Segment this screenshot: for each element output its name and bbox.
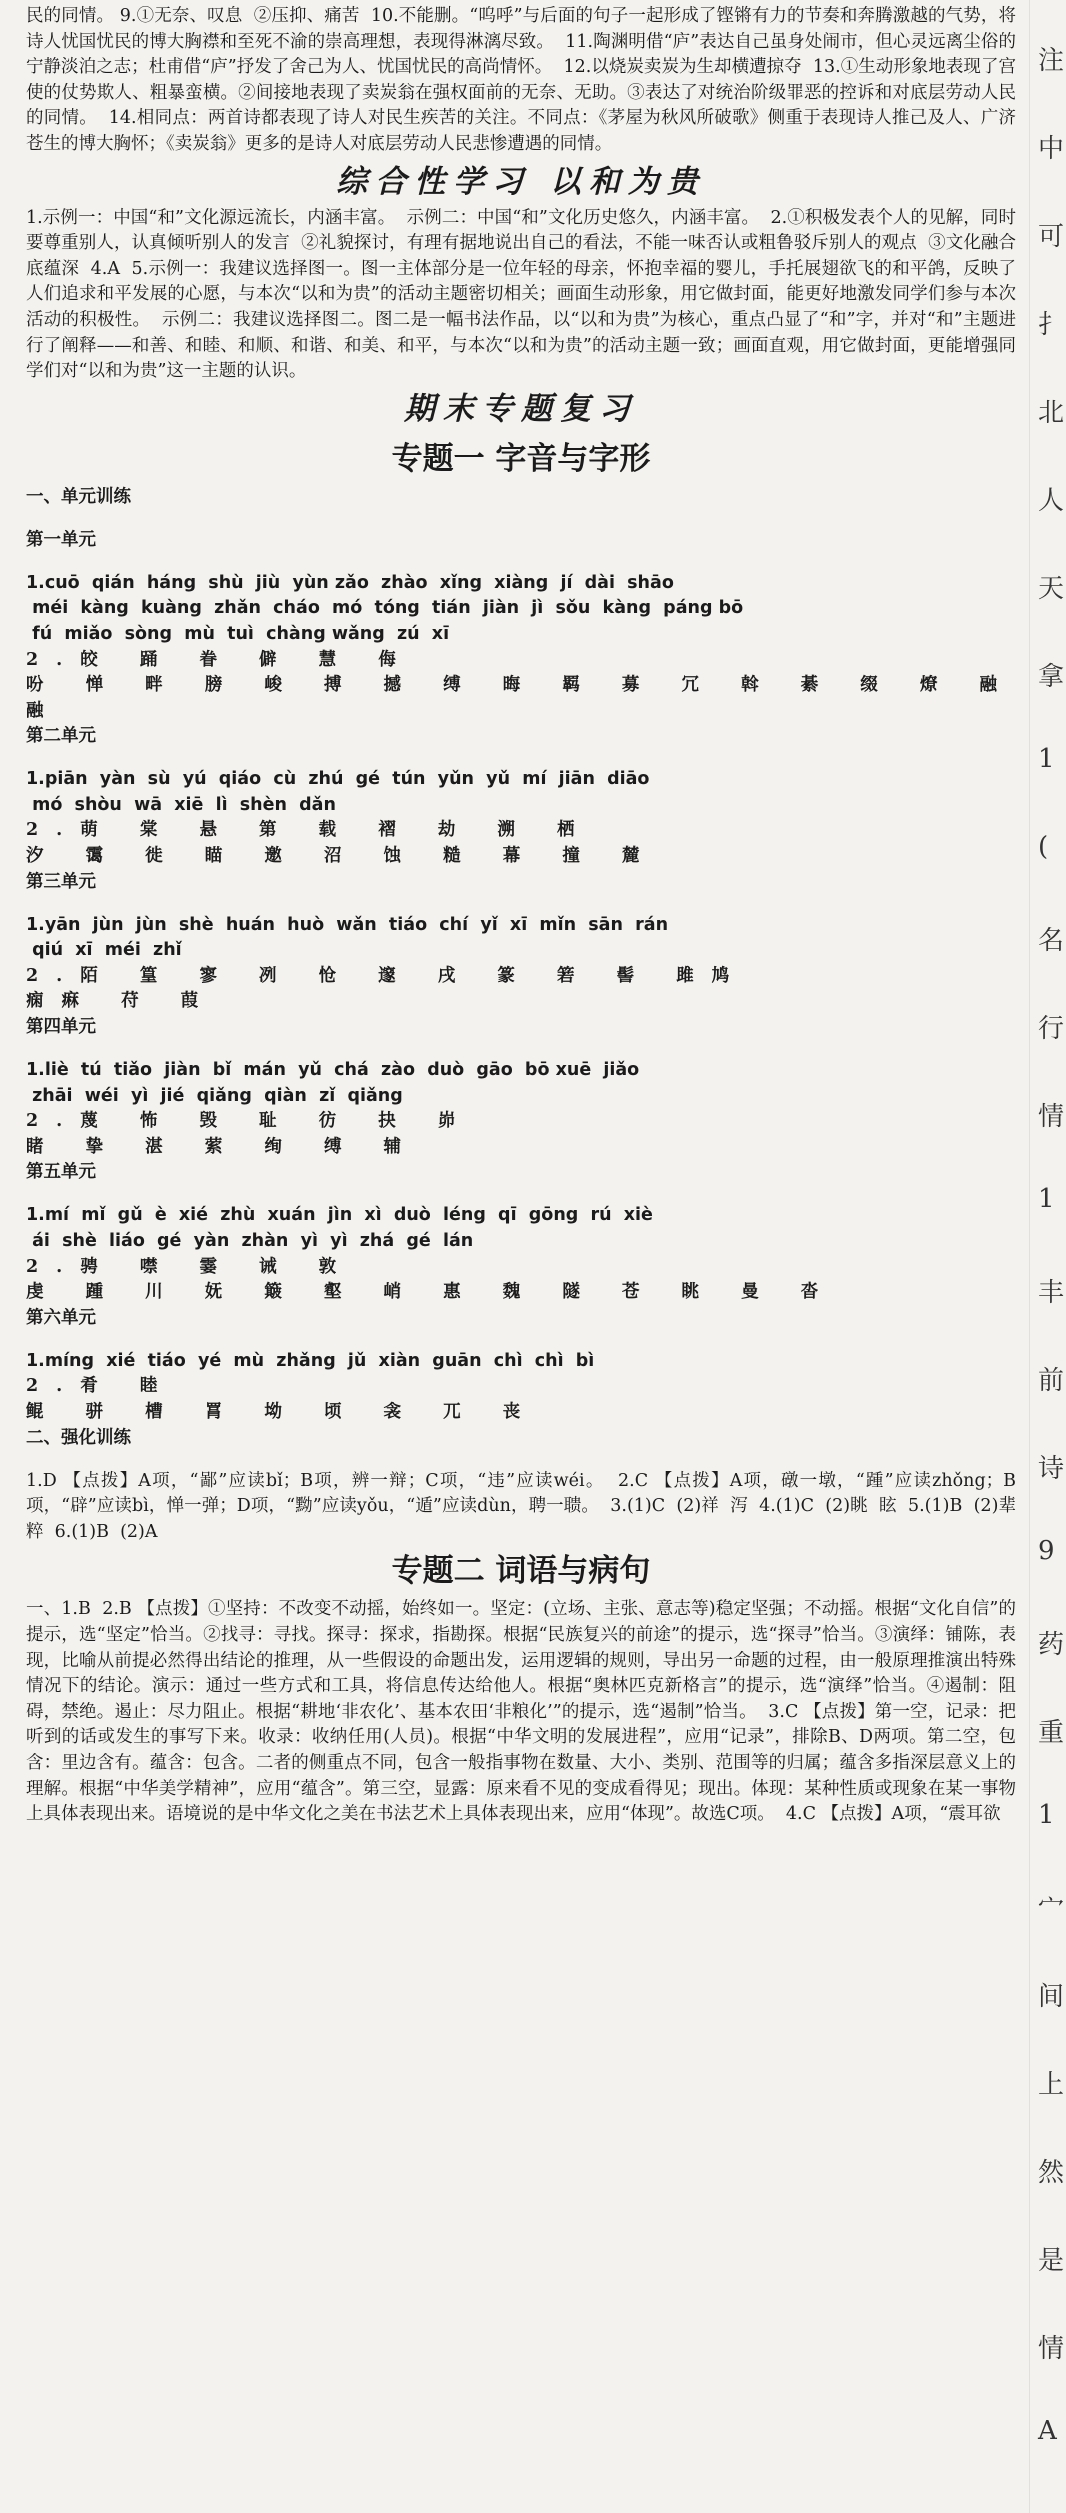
subheading: 第六单元 bbox=[26, 1307, 96, 1328]
edge-glyph: 重 bbox=[1038, 1718, 1065, 1748]
character-answer-line: 2.萌 棠 悬 第 载 褶 劫 溯 栖 汐 霭 徙 瞄 邀 沼 蚀 糙 幕 撞 麓 bbox=[26, 820, 658, 867]
edge-glyph: A bbox=[1038, 2416, 1057, 2446]
edge-glyph: 前 bbox=[1038, 1366, 1065, 1396]
edge-glyph: 1 bbox=[1038, 1184, 1055, 1214]
edge-glyph: 间 bbox=[1038, 1982, 1065, 2012]
edge-glyph: 中 bbox=[1038, 134, 1065, 164]
subheading: 第四单元 bbox=[26, 1017, 96, 1038]
edge-glyph: 可 bbox=[1038, 222, 1065, 252]
section-title: 期末专题复习 bbox=[404, 390, 638, 427]
section-title: 综合性学习 以和为贵 bbox=[336, 163, 706, 200]
answer-paragraph: 一、1.B 2.B 【点拨】①坚持：不改变不动摇，始终如一。坚定：(立场、主张、意志等)稳定坚强；不动摇。根据“文化自信”的提示，选“坚定”恰当。②找寻：寻找。探寻：探求，指勘探。根据“民族复兴的前途”的提示，选“探寻”恰当。③演绎：铺陈，表现，比喻从前提必然得出结论的推理，从一些假设的命题出发，运用逻辑的规则，导出另一命题的过程，由一般原理推演出特殊情况下的结论。演示：通过一些方式和工具，将信息传达给他人。根据“奥林匹克新格言”的提示，选“演绎”恰当。④遏制：阻碍，禁绝。遏止：尽力阻止。根据“耕地‘非农化’、基本农田‘非粮化’”的提示，选“遏制”恰当。 3.C 【点拨】第一空，记录：把听到的话或发生的事写下来。收录：收纳任用(人员)。根据“中华文明的发展进程”，应用“记录”，排除B、D两项。第二空，包含：里边含有。蕴含：包含。二者的侧重点不同，包含一般指事物在数量、大小、类别、范围等的归属；蕴含多指深层意义上的理解。根据“中华美学精神”，应用“蕴含”。第三空，显露：原来看不见的变成看得见；现出。体现：某种性质或现象在某一事物上具体表现出来。语境说的是中华文化之美在书法艺术上具体表现出来，应用“体现”。故选C项。 4.C 【点拨】A项，“震耳欲 bbox=[26, 1599, 1016, 1825]
topic-heading: 专题二 词语与病句 bbox=[391, 1553, 651, 1590]
edge-glyph: 天 bbox=[1038, 574, 1065, 604]
pinyin-answer-line: 1.míng xié tiáo yé mù zhǎng jǔ xiàn guān chì chì bì bbox=[26, 1350, 607, 1371]
edge-glyph: 1 bbox=[1038, 1800, 1055, 1830]
edge-glyph: 人 bbox=[1038, 486, 1065, 516]
character-answer-line: 2.蔑 怖 毁 耻 彷 抉 峁 睹 挚 湛 萦 绚 缚 辅 bbox=[26, 1111, 474, 1157]
edge-glyph: 药 bbox=[1038, 1630, 1065, 1660]
subheading: 第二单元 bbox=[26, 726, 96, 747]
edge-glyph: ( bbox=[1038, 832, 1049, 862]
subheading: 第五单元 bbox=[26, 1162, 96, 1183]
pinyin-answer-line: 1.piān yàn sù yú qiáo cù zhú gé tún yǔn yǔ mí jiān diāo mó shòu wā xiē lì shèn dǎn bbox=[26, 769, 650, 815]
pinyin-answer-line: 1.yān jùn jùn shè huán huò wǎn tiáo chí yǐ xī mǐn sān rán qiú xī méi zhǐ bbox=[26, 914, 669, 961]
topic-heading: 专题一 字音与字形 bbox=[391, 440, 651, 477]
subheading: 一、单元训练 bbox=[26, 486, 131, 507]
edge-glyph: 扌 bbox=[1038, 310, 1065, 340]
edge-glyph: 丰 bbox=[1038, 1278, 1065, 1308]
edge-glyph: 行 bbox=[1038, 1014, 1065, 1044]
character-answer-line: 2.皎 踊 眷 僻 慧 侮 吩 惮 畔 膀 峻 搏 撼 缚 晦 羁 募 冗 斡 綦 缀 燎 融融 bbox=[26, 649, 1015, 721]
subheading: 二、强化训练 bbox=[26, 1427, 131, 1448]
answer-paragraph: 1.D 【点拨】A项，“鄙”应读bǐ；B项，辨一辩；C项，“违”应读wéi。 2.C 【点拨】A项，礅一墩，“踵”应读zhǒng；B项，“辟”应读bì，惮一弹；D项，“黝”应读yǒu，“遁”应读dùn，聘一聩。 3.(1)C (2)祥 泻 4.(1)C (2)眺 眩 5.(1)B (2)辈 粹 6.(1)B (2)A bbox=[26, 1470, 1028, 1542]
edge-glyph: 宀 bbox=[1038, 1894, 1065, 1924]
pinyin-answer-line: 1.mí mǐ gǔ è xié zhù xuán jìn xì duò léng qī gōng rú xiè ái shè liáo gé yàn zhàn yì yì zhá gé lán bbox=[26, 1205, 653, 1251]
edge-glyph: 9 bbox=[1038, 1536, 1055, 1566]
pinyin-answer-line: 1.cuō qián háng shù jiù yùn zǎo zhào xǐng xiàng jí dài shāo méi kàng kuàng zhǎn cháo mó tóng tián jiàn jì sǒu kàng páng bō fú miǎo sòng mù tuì chàng wǎng zú xī bbox=[26, 572, 744, 644]
edge-glyph: 名 bbox=[1038, 926, 1065, 956]
edge-glyph: 是 bbox=[1038, 2246, 1065, 2276]
answer-paragraph: 1.示例一：中国“和”文化源远流长，内涵丰富。 示例二：中国“和”文化历史悠久，内涵丰富。 2.①积极发表个人的见解，同时要尊重别人，认真倾听别人的发言 ②礼貌探讨，有理有据地说出自己的看法，不能一味否认或粗鲁驳斥别人的观点 ③文化融合 底蕴深 4.A 5.示例一：我建议选择图一。图一主体部分是一位年轻的母亲，怀抱幸福的婴儿，手托展翅欲飞的和平鸽，反映了人们追求和平发展的心愿，与本次“以和为贵”的活动主题密切相关；画面生动形象，用它做封面，能更好地激发同学们参与本次活动的积极性。 示例二：我建议选择图二。图二是一幅书法作品，以“以和为贵”为核心，重点凸显了“和”字，并对“和”主题进行了阐释——和善、和睦、和顺、和谐、和美、和平，与本次“以和为贵”的活动主题一致；画面直观，用它做封面，更能增强同学们对“以和为贵”这一主题的认识。 bbox=[26, 207, 1028, 382]
character-answer-line: 2.骋 噤 霎 诫 敦 虔 踵 川 妩 簸 壑 峭 惠 魏 隧 苍 眺 曼 沓 bbox=[26, 1256, 837, 1303]
edge-glyph: 拿 bbox=[1038, 662, 1065, 692]
pinyin-answer-line: 1.liè tú tiǎo jiàn bǐ mán yǔ chá zào duò gāo bō xuē jiǎo zhāi wéi yì jié qiǎng qiàn zǐ qiǎng bbox=[26, 1060, 640, 1106]
edge-glyph: 注 bbox=[1038, 46, 1065, 76]
edge-glyph: 诗 bbox=[1038, 1454, 1065, 1484]
edge-glyph: 上 bbox=[1038, 2070, 1065, 2100]
edge-glyph: 情 bbox=[1038, 2334, 1065, 2364]
adjacent-page-edge bbox=[1029, 0, 1066, 2513]
edge-glyph: 情 bbox=[1038, 1102, 1065, 1132]
answer-paragraph: 民的同情。 9.①无奈、叹息 ②压抑、痛苦 10.不能删。“呜呼”与后面的句子一起形成了铿锵有力的节奏和奔腾激越的气势，将诗人忧国忧民的博大胸襟和至死不渝的崇高理想，表现得淋漓尽致。 11.陶渊明借“庐”表达自己虽身处闹市，但心灵远离尘俗的宁静淡泊之志；杜甫借“庐”抒发了舍己为人、忧国忧民的高尚情怀。 12.以烧炭卖炭为生却横遭掠夺 13.①生动形象地表现了宫使的仗势欺人、粗暴蛮横。②间接地表现了卖炭翁在强权面前的无奈、无助。③表达了对统治阶级罪恶的控诉和对底层劳动人民的同情。 14.相同点：两首诗都表现了诗人对民生疾苦的关注。不同点：《茅屋为秋风所破歌》侧重于表现诗人推己及人、广济苍生的博大胸怀；《卖炭翁》更多的是诗人对底层劳动人民悲惨遭遇的同情。 bbox=[26, 6, 1016, 154]
character-answer-line: 2.陌 篁 寥 冽 怆 邃 戌 篆 箬 髻 雎鸠 痫痳 苻 葭 bbox=[26, 965, 748, 1012]
character-answer-line: 2.肴 睦 鲲 骈 槽 罥 坳 顷 衾 兀 丧 bbox=[26, 1376, 539, 1422]
edge-glyph: 北 bbox=[1038, 398, 1065, 428]
edge-glyph: 然 bbox=[1038, 2158, 1065, 2188]
edge-glyph: 1 bbox=[1038, 744, 1055, 774]
subheading: 第一单元 bbox=[26, 529, 96, 550]
subheading: 第三单元 bbox=[26, 871, 96, 892]
